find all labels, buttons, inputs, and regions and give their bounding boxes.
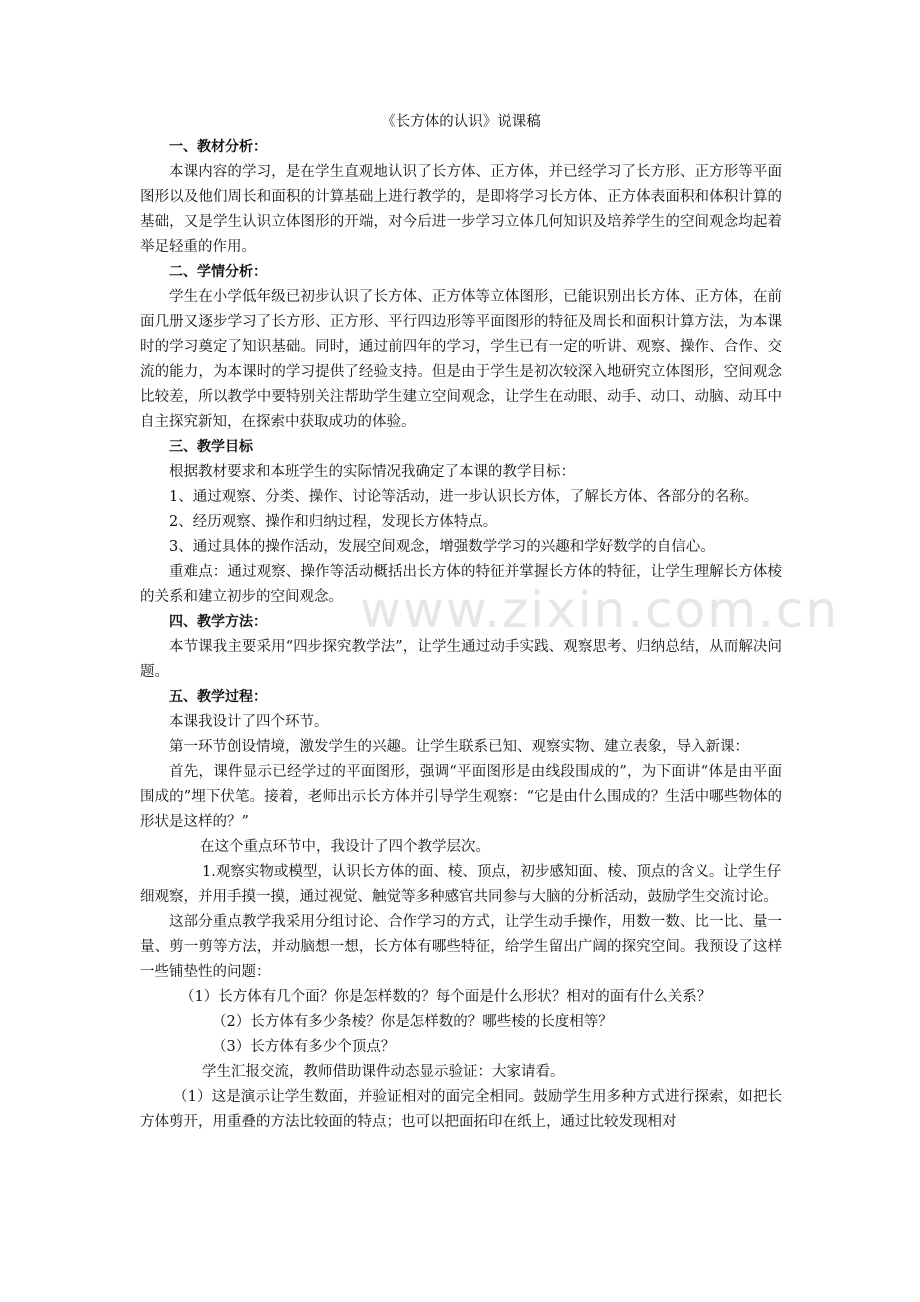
section-heading-1: 一、教材分析：	[169, 139, 267, 155]
paragraph-layers: 在这个重点环节中，我设计了四个教学层次。	[200, 839, 490, 855]
paragraph-demo-1: （1）这是演示让学生数面，并验证相对的面完全相同。鼓励学生用多种方式进行探索，如把长方体剪开，用重叠的方法比较面的特点；也可以把面拓印在纸上，通过比较发现相对	[140, 1089, 782, 1130]
watermark: www.zixin.com.cn	[360, 581, 840, 639]
question-3: （3）长方体有多少个顶点？	[212, 1039, 396, 1055]
paragraph-layer-1: 1.观察实物或模型，认识长方体的面、棱、顶点，初步感知面、棱、顶点的含义。让学生仔细观察，并用手摸一摸，通过视觉、触觉等多种感官共同参与大脑的分析活动，鼓励学生交流讨论。	[140, 864, 782, 905]
question-2: （2）长方体有多少条棱？你是怎样数的？哪些棱的长度相等？	[212, 1014, 613, 1030]
document-title: 《长方体的认识》说课稿	[381, 114, 541, 130]
section-heading-4: 四、教学方法：	[169, 614, 267, 630]
paragraph-step-1: 第一环节创设情境，激发学生的兴趣。让学生联系已知、观察实物、建立表象，导入新课：	[169, 739, 749, 755]
paragraph-report: 学生汇报交流，教师借助课件动态显示验证：大家请看。	[202, 1064, 565, 1080]
paragraph-first: 首先，课件显示已经学过的平面图形，强调“平面图形是由线段围成的”，为下面讲“体是由平面围成的”埋下伏笔。接着，老师出示长方体并引导学生观察：“它是由什么围成的？生活中哪些物体的形状是这样的？”	[140, 764, 782, 830]
paragraph-group-work: 这部分重点教学我采用分组讨论、合作学习的方式，让学生动手操作，用数一数、比一比、量一量、剪一剪等方法，并动脑想一想，长方体有哪些特征，给学生留出广阔的探究空间。我预设了这样一些铺垫性的问题：	[140, 914, 782, 980]
question-1: （1）长方体有几个面？你是怎样数的？每个面是什么形状？相对的面有什么关系？	[180, 989, 712, 1005]
section-heading-2: 二、学情分析：	[169, 264, 267, 280]
section-heading-3: 三、教学目标	[169, 439, 253, 455]
paragraph-key-points: 重难点：通过观察、操作等活动概括出长方体的特征并掌握长方体的特征，让学生理解长方体棱的关系和建立初步的空间观念。	[140, 564, 782, 605]
paragraph-process-intro: 本课我设计了四个环节。	[169, 714, 329, 730]
paragraph-student-analysis: 学生在小学低年级已初步认识了长方体、正方体等立体图形，已能识别出长方体、正方体，在前面几册又逐步学习了长方形、正方形、平行四边形等平面图形的特征及周长和面积计算方法，为本课时的学习奠定了知识基础。同时，通过前四年的学习，学生已有一定的听讲、观察、操作、合作、交流的能力，为本课时的学习提供了经验支持。但是由于学生是初次较深入地研究立体图形，空间观念比较差，所以教学中要特别关注帮助学生建立空间观念，让学生在动眼、动手、动口、动脑、动耳中自主探究新知，在探索中获取成功的体验。	[140, 289, 782, 430]
paragraph-textbook-analysis: 本课内容的学习，是在学生直观地认识了长方体、正方体，并已经学习了长方形、正方形等平面图形以及他们周长和面积的计算基础上进行教学的，是即将学习长方体、正方体表面积和体积计算的基础，又是学生认识立体图形的开端，对今后进一步学习立体几何知识及培养学生的空间观念均起着举足轻重的作用。	[140, 164, 782, 255]
document-body	[140, 110, 782, 1135]
section-heading-5: 五、教学过程：	[169, 689, 267, 705]
paragraph-teaching-method: 本节课我主要采用“四步探究教学法”，让学生通过动手实践、观察思考、归纳总结，从而解决问题。	[140, 639, 782, 680]
goal-item-2: 2、经历观察、操作和归纳过程，发现长方体特点。	[169, 514, 498, 530]
goal-item-3: 3、通过具体的操作活动，发展空间观念，增强数学学习的兴趣和学好数学的自信心。	[169, 539, 715, 555]
paragraph-goals-intro: 根据教材要求和本班学生的实际情况我确定了本课的教学目标：	[169, 464, 575, 480]
goal-item-1: 1、通过观察、分类、操作、讨论等活动，进一步认识长方体，了解长方体、各部分的名称。	[169, 489, 759, 505]
